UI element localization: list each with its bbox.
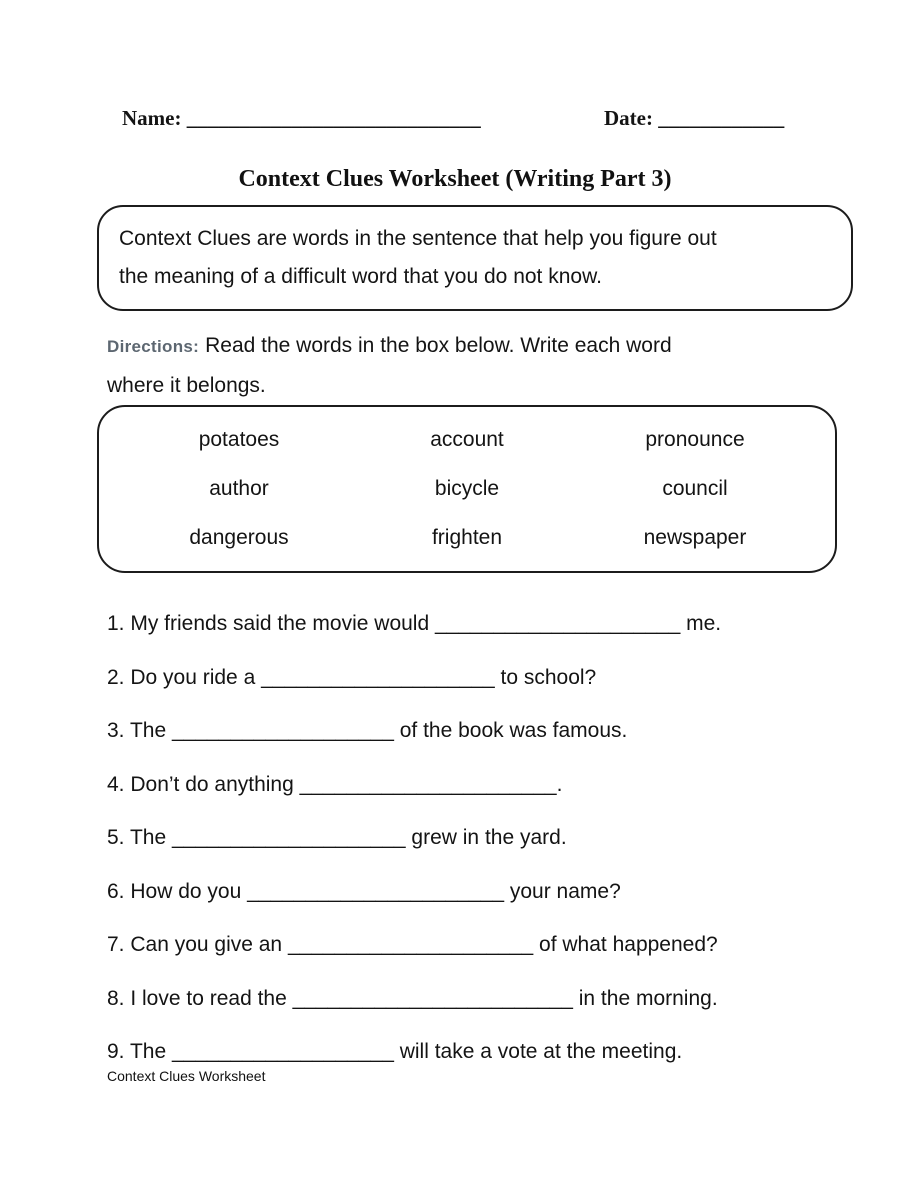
question-2: 2. Do you ride a ____________________ to school? (107, 665, 597, 689)
word-bank-word: dangerous (189, 526, 289, 550)
question-1: 1. My friends said the movie would _____________________ me. (107, 612, 722, 635)
word-bank-word: account (430, 427, 504, 451)
word-bank-word: newspaper (643, 526, 747, 550)
word-bank-box (97, 405, 837, 573)
question-5: 5. The ____________________ grew in the yard. (107, 826, 567, 849)
directions-line-2: where it belongs. (107, 374, 266, 397)
question-6: 6. How do you ______________________ your name? (107, 879, 621, 903)
date-label: Date: (604, 106, 653, 130)
question-8: 8. I love to read the ________________________ in the morning. (107, 986, 718, 1010)
name-field (122, 106, 481, 131)
page-title: Context Clues Worksheet (Writing Part 3) (238, 166, 672, 192)
word-bank-word: council (662, 476, 728, 500)
date-blank-line: ____________ (658, 106, 785, 130)
question-9: 9. The ___________________ will take a vote at the meeting. (107, 1040, 683, 1063)
word-bank-word: potatoes (198, 427, 280, 451)
date-field (604, 106, 784, 131)
word-bank-word: bicycle (434, 476, 500, 500)
word-bank-word: pronounce (645, 427, 745, 451)
name-label: Name: (122, 106, 182, 130)
directions-label: Directions: (107, 337, 200, 356)
question-list (107, 597, 867, 1079)
directions (107, 326, 827, 405)
intro-line-1: Context Clues are words in the sentence that help you figure out (119, 227, 717, 250)
question-4: 4. Don’t do anything ______________________. (107, 772, 563, 796)
directions-text-1: Read the words in the box below. Write each word (205, 334, 672, 357)
question-3: 3. The ___________________ of the book was famous. (107, 719, 628, 742)
word-bank-word: frighten (431, 526, 503, 550)
word-bank-word: author (209, 476, 269, 500)
intro-line-2: the meaning of a difficult word that you do not know. (119, 265, 602, 288)
directions-line-1 (107, 326, 827, 366)
footer-label: Context Clues Worksheet (107, 1068, 266, 1084)
name-blank-line: ____________________________ (186, 106, 481, 130)
intro-definition-box (97, 205, 853, 311)
question-7: 7. Can you give an _____________________ of what happened? (107, 933, 718, 956)
